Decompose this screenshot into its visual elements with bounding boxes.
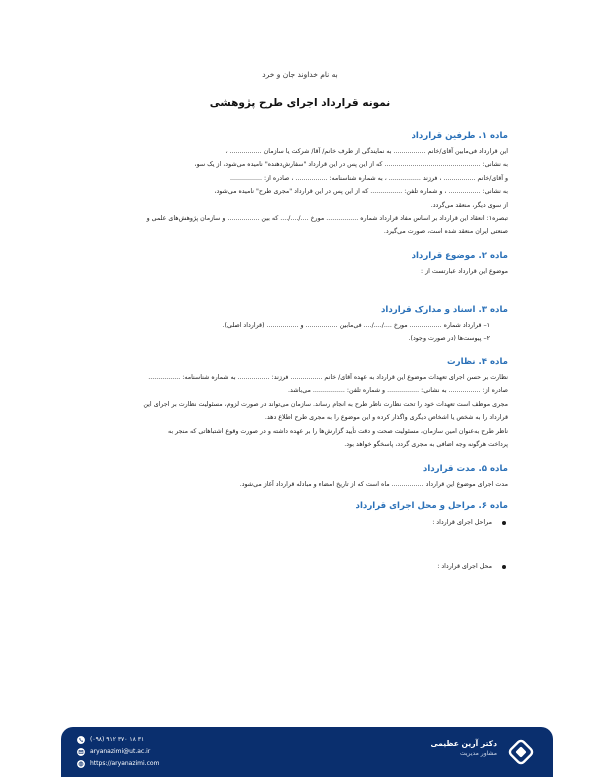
bismillah: به نام خداوند جان و خرد: [262, 70, 338, 79]
bullet-text: محل اجرای قرارداد :: [437, 562, 492, 570]
footer-phone: (۰۹۸) ۹۱۲ ۳۷۰ ۱۸ ۳۱: [90, 736, 145, 743]
section-4-heading: ماده ۴. نظارت: [447, 357, 508, 368]
section-4-body: [94, 371, 508, 451]
document-body: [94, 131, 508, 573]
section-2-heading: ماده ۲. موضوع قرارداد: [411, 250, 508, 261]
section-4-line: ناظر طرح به‌عنوان امین سازمان، مسئولیت صحت و دقت تأیید گزارش‌ها را بر عهده داشته و در صورت وقوع اشتباهاتی که منجر به: [168, 427, 508, 435]
footer-website: https://aryanazimi.com: [90, 760, 160, 767]
section-6-body: [94, 517, 508, 573]
section-4-line: مجری موظف است تعهدات خود را تحت نظارت ناظر طرح به انجام رساند. سازمان می‌تواند در صورت لزوم، مسئولیت نظارت بر اجرای این: [143, 400, 508, 408]
section-1-body: [94, 145, 508, 239]
section-4-line: پرداخت هرگونه وجه اضافی به مجری گردد، پاسخگو خواهد بود.: [344, 441, 508, 449]
footer-phone-row[interactable]: [77, 735, 217, 747]
brand-role: مشاور مدیریت: [459, 750, 497, 757]
section-4-line: نظارت بر حسن اجرای تعهدات موضوع این قرارداد به عهده آقای/ خانم ................ فرزند: ................ به شماره شناسنامه: ................: [148, 374, 508, 382]
bullet-icon: [502, 521, 506, 525]
phone-icon: [77, 736, 85, 744]
section-6-heading: ماده ۶. مراحل و محل اجرای قرارداد: [355, 500, 508, 511]
section-2-body: [94, 265, 508, 278]
logo-icon: [507, 738, 535, 766]
section-2-line: موضوع این قرارداد عبارتست از :: [420, 267, 508, 275]
section-5-heading: ماده ۵. مدت قرارداد: [422, 463, 508, 474]
footer-banner: [61, 727, 553, 777]
footer-email-row[interactable]: [77, 747, 217, 759]
globe-icon: [77, 760, 85, 768]
section-1-line: و آقای/خانم ................ ، فرزند ................ ، به شماره شناسنامه: ................ ، صادره از: ................: [229, 174, 508, 182]
section-4-line: صادره از: ................ به نشانی: ................ و شماره تلفن: ................ می‌باشد.: [288, 387, 508, 395]
section-3-item: ۱– قرارداد شماره ................ مورخ ..../..../.... فی‌مابین ................ و ................ (قرارداد اصلی).: [222, 322, 490, 330]
section-5-line: مدت اجرای موضوع این قرارداد ................ ماه است که از تاریخ امضاء و مبادله قرارداد آغاز می‌شود.: [239, 480, 508, 488]
footer-contact: [77, 735, 217, 771]
section-1-line: به نشانی: ................................................ که از این پس در این قرارداد "سفارش‌دهنده" نامیده می‌شود، از یک سو،: [194, 161, 508, 169]
page-title: نمونه قرارداد اجرای طرح پژوهشی: [209, 97, 391, 109]
section-4-line: قرارداد را به شخص یا اشخاص دیگری واگذار کرده و این موضوع را به مجری طرح اطلاع دهد.: [264, 414, 508, 422]
bullet-icon: [502, 565, 506, 569]
section-1-line: به نشانی: ................ ، و شماره تلفن: ................ که از این پس در این قرارداد "مجری طرح" نامیده می‌شود،: [214, 188, 508, 196]
footer-website-row[interactable]: [77, 759, 217, 771]
section-1-line: این قرارداد فی‌مابین آقای/خانم ................ به نمایندگی از طرف خانم/ آقا/ شرکت یا سازمان ................ ،: [225, 148, 508, 155]
section-3-item: ۲– پیوست‌ها (در صورت وجود).: [408, 334, 490, 342]
section-1-line: از سوی دیگر، منعقد می‌گردد.: [430, 201, 508, 209]
bullet-text: مراحل اجرای قرارداد :: [432, 518, 492, 526]
footer-brand: [430, 738, 497, 759]
footer-email: aryanazimi@ut.ac.ir: [90, 748, 151, 755]
section-5-body: [94, 478, 508, 491]
section-1-heading: ماده ۱. طرفین قرارداد: [411, 131, 508, 141]
section-1-note: تبصره۱: انعقاد این قرارداد بر اساس مفاد قرارداد شماره ................ مورخ ..../..../.... که بین ................ و سازمان پژوهش‌های علمی و: [146, 215, 508, 223]
email-icon: [77, 748, 85, 756]
section-3-body: [94, 320, 508, 345]
section-1-note: صنعتی ایران منعقد شده است، صورت می‌گیرد.: [383, 228, 508, 236]
bullet-item: [94, 561, 508, 573]
bullet-item: [94, 517, 508, 529]
section-3-heading: ماده ۳. اسناد و مدارک قرارداد: [380, 305, 508, 316]
brand-name: دکتر آرین عظیمی: [430, 739, 497, 748]
